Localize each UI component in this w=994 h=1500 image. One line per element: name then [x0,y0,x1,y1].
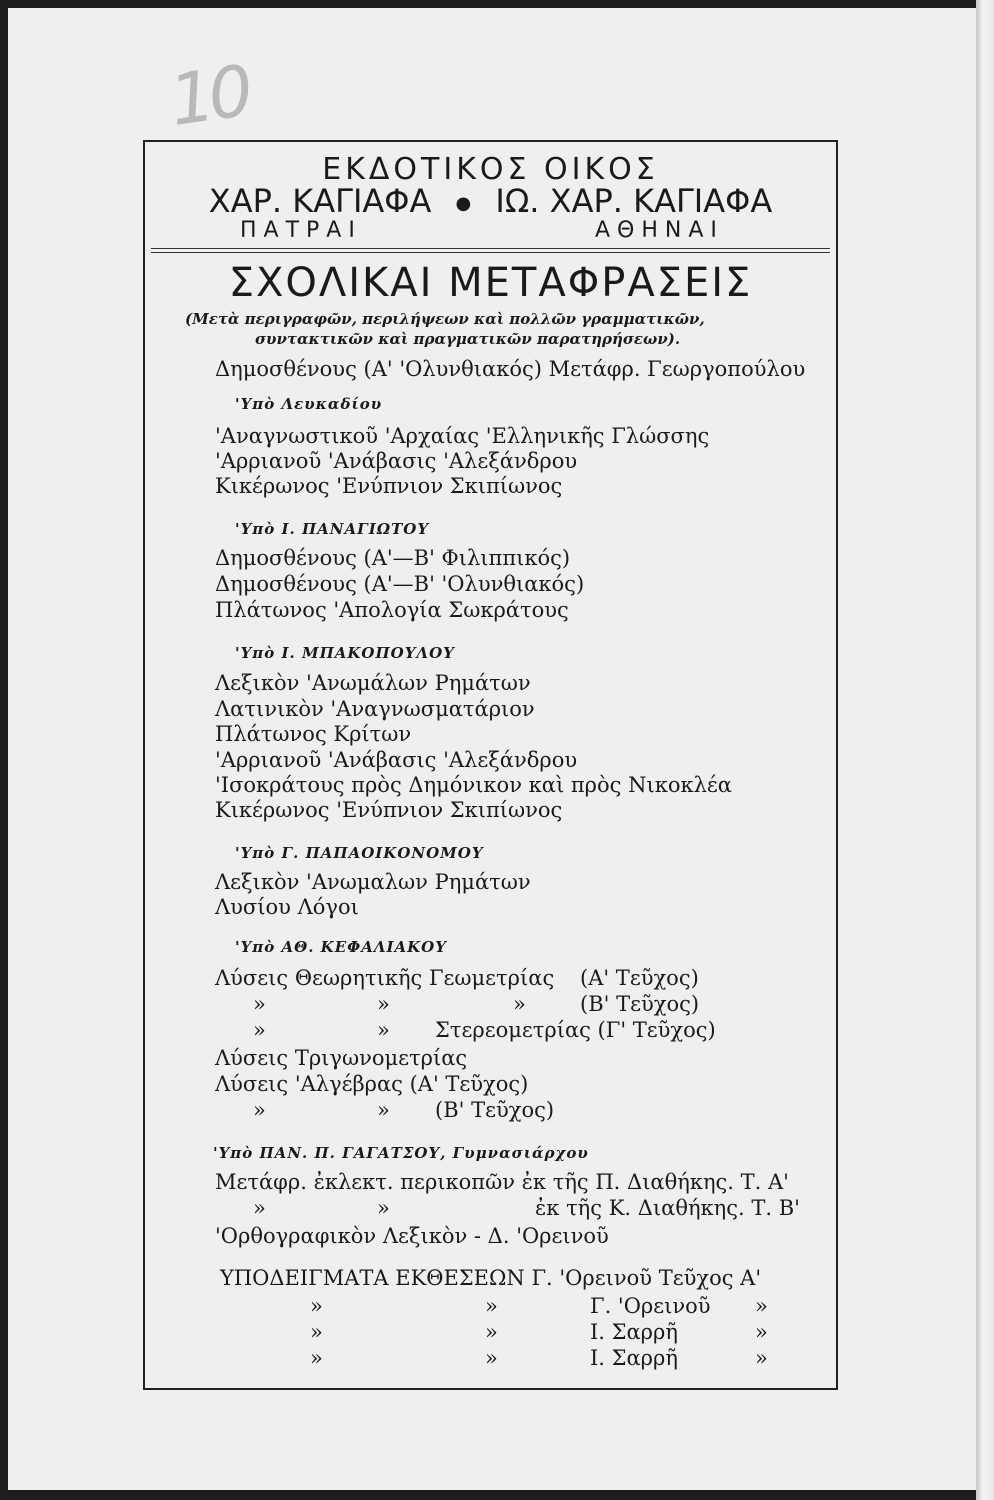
publisher-names [145,182,836,220]
list-item: Λεξικὸν 'Ανωμαλων Ρημάτων [215,870,531,894]
margin-note: 10 [164,50,253,142]
ditto-mark: » [485,1294,498,1318]
header-rule-top [151,248,830,249]
ditto-mark: » [253,1196,266,1220]
section-author: 'Υπὸ Ι. ΜΠΑΚΟΠΟΥΛΟΥ [235,644,455,662]
ditto-mark: » [253,1098,266,1122]
list-item: 'Αρριανοῦ 'Ανάβασις 'Αλεξάνδρου [215,449,578,473]
header-rule-bottom [151,252,830,253]
list-item: ἐκ τῆς Κ. Διαθήκης. Τ. Β' [535,1196,800,1220]
list-item: Λύσεις Θεωρητικῆς Γεωμετρίας [215,966,555,990]
subtitle-line-2: συντακτικῶν καὶ πραγματικῶν παρατηρήσεων). [255,330,681,348]
city-right: ΑΘΗΝΑΙ [595,218,724,243]
ditto-mark: » [310,1346,323,1370]
list-item: Λεξικὸν 'Ανωμάλων Ρημάτων [215,671,531,695]
list-item: Λυσίου Λόγοι [215,895,359,919]
volume-label: (Β' Τεῦχος) [580,992,700,1016]
section-author: 'Υπὸ Ι. ΠΑΝΑΓΙΩΤΟΥ [235,520,430,538]
list-item: Δημοσθένους (Α'—Β' Φιλιππικός) [215,546,571,570]
page-title: ΣΧΟΛΙΚΑΙ ΜΕΤΑΦΡΑΣΕΙΣ [228,260,753,306]
page-edge [976,0,994,1500]
city-left: ΠΑΤΡΑΙ [240,218,362,243]
publisher-right: ΙΩ. ΧΑΡ. ΚΑΓΙΑΦΑ [495,182,773,220]
author-name: Ι. Σαρρῆ [590,1346,678,1370]
section-author: 'Υπὸ Λευκαδίου [235,395,383,413]
ditto-mark: » [253,1018,266,1042]
advertisement-frame [143,140,838,1390]
ditto-mark: » [253,992,266,1016]
list-item: 'Αναγνωστικοῦ 'Αρχαίας 'Ελληνικῆς Γλώσσης [215,424,710,448]
list-item: 'Ορθογραφικὸν Λεξικὸν - Δ. 'Ορεινοῦ [215,1224,609,1248]
list-item: Λύσεις 'Αλγέβρας (Α' Τεῦχος) [215,1072,529,1096]
list-item: 'Ισοκράτους πρὸς Δημόνικον καὶ πρὸς Νικοκλέα [215,773,732,797]
ditto-mark: » [377,1018,390,1042]
list-item: Πλάτωνος 'Απολογία Σωκράτους [215,598,569,622]
ditto-mark: » [485,1320,498,1344]
section-author: 'Υπὸ ΠΑΝ. Π. ΓΑΓΑΤΣΟΥ, Γυμνασιάρχου [213,1144,589,1162]
ditto-mark: » [377,992,390,1016]
list-item: Κικέρωνος 'Ενύπνιον Σκιπίωνος [215,474,563,498]
author-name: Γ. 'Ορεινοῦ [590,1294,711,1318]
list-item: ΥΠΟΔΕΙΓΜΑΤΑ ΕΚΘΕΣΕΩΝ Γ. 'Ορεινοῦ Τεῦχος Α' [220,1266,762,1290]
section-author: 'Υπὸ ΑΘ. ΚΕΦΑΛΙΑΚΟΥ [235,938,447,956]
ditto-mark: » [755,1294,768,1318]
volume-label: (Β' Τεῦχος) [435,1098,555,1122]
publisher-label: ΕΚΔΟΤΙΚΟΣ ΟΙΚΟΣ [322,152,659,187]
author-name: Ι. Σαρρῆ [590,1320,678,1344]
section-author: 'Υπὸ Γ. ΠΑΠΑΟΙΚΟΝΟΜΟΥ [235,844,484,862]
volume-label: (Α' Τεῦχος) [580,966,699,990]
ditto-mark: » [755,1320,768,1344]
bullet-separator: ● [455,192,472,214]
list-item: Κικέρωνος 'Ενύπνιον Σκιπίωνος [215,798,563,822]
list-item: Λύσεις Τριγωνομετρίας [215,1046,468,1070]
list-item: Μετάφρ. ἐκλεκτ. περικοπῶν ἐκ τῆς Π. Διαθήκης. Τ. Α' [215,1170,789,1194]
intro-line: Δημοσθένους (Α' 'Ολυνθιακός) Μετάφρ. Γεωργοπούλου [215,357,806,381]
ditto-mark: » [310,1320,323,1344]
ditto-mark: » [485,1346,498,1370]
ditto-mark: » [513,992,526,1016]
list-item: Δημοσθένους (Α'—Β' 'Ολυνθιακός) [215,572,585,596]
list-item: Πλάτωνος Κρίτων [215,722,412,746]
list-item: Στερεομετρίας (Γ' Τεῦχος) [435,1018,716,1042]
subtitle-line-1: (Μετὰ περιγραφῶν, περιλήψεων καὶ πολλῶν γραμματικῶν, [185,310,705,328]
ditto-mark: » [310,1294,323,1318]
list-item: Λατινικὸν 'Αναγνωσματάριον [215,697,535,721]
ditto-mark: » [755,1346,768,1370]
publisher-left: ΧΑΡ. ΚΑΓΙΑΦΑ [208,182,432,220]
ditto-mark: » [377,1098,390,1122]
ditto-mark: » [377,1196,390,1220]
list-item: 'Αρριανοῦ 'Ανάβασις 'Αλεξάνδρου [215,748,578,772]
